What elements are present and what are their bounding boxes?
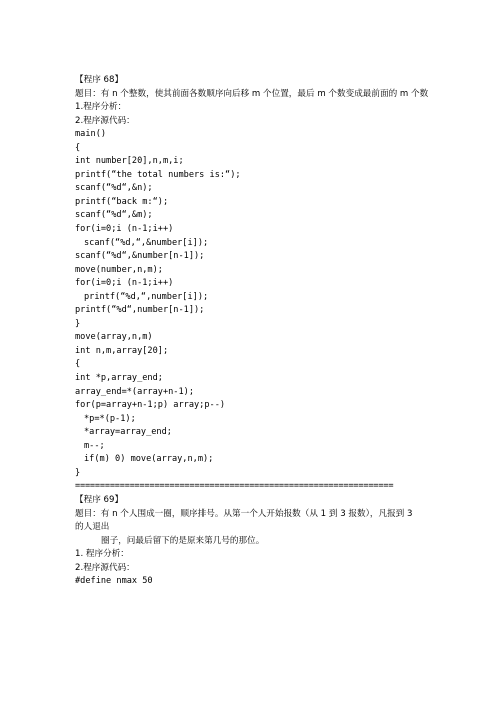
problem-statement-69-continued: 的人退出 (75, 522, 110, 533)
code-line: if(m) 0) move(array,n,m); (84, 454, 214, 465)
code-line: scanf(“%d,“,&number[i]); (84, 237, 209, 248)
code-line: move(number,n,m); (75, 264, 163, 275)
code-line: scanf(“%d“,&n); (75, 183, 153, 194)
problem-statement-68: 题目：有 n 个整数，使其前面各数顺序向后移 m 个位置，最后 m 个数变成最前面的 m 个数 (75, 88, 429, 99)
code-line: printf(“%d,“,number[i]); (84, 291, 209, 302)
document-page (75, 74, 445, 589)
code-line: int *p,array_end; (75, 373, 163, 384)
code-line: { (75, 359, 81, 370)
code-line: move(array,n,m) (75, 332, 153, 343)
code-line: *array=array_end; (84, 427, 172, 438)
code-line: #define nmax 50 (75, 576, 153, 587)
code-line: for(i=0;i (n-1;i++) (75, 278, 174, 289)
code-line: int number[20],n,m,i; (75, 156, 184, 167)
analysis-label: 1.程序分析： (75, 102, 127, 113)
code-line: for(p=array+n-1;p) array;p--) (75, 400, 226, 411)
code-line: } (75, 318, 81, 329)
code-line: { (75, 142, 81, 153)
program-69-heading: 【程序 69】 (75, 494, 124, 505)
code-line: } (75, 467, 81, 478)
code-line: m--; (84, 440, 105, 451)
source-code-label: 2.程序源代码： (75, 115, 135, 126)
problem-statement-69-question: 圈子，问最后留下的是原来第几号的那位。 (101, 535, 265, 546)
code-line: int n,m,array[20]; (75, 345, 169, 356)
analysis-label: 1. 程序分析： (75, 549, 129, 560)
code-line: scanf(“%d“,&number[n-1]); (75, 251, 205, 262)
code-line: for(i=0;i (n-1;i++) (75, 224, 174, 235)
program-68-heading: 【程序 68】 (75, 75, 124, 85)
code-line: printf(“the total numbers is:“); (75, 169, 241, 180)
code-line: *p=*(p-1); (84, 413, 136, 424)
code-line: scanf(“%d“,&m); (75, 210, 153, 221)
problem-statement-69: 题目：有 n 个人围成一圈，顺序排号。从第一个人开始报数（从 1 到 3 报数），凡报到 3 (75, 508, 413, 519)
source-code-label: 2.程序源代码： (75, 562, 135, 573)
separator-line: ================================================================ (75, 481, 394, 492)
code-line: main() (75, 129, 107, 140)
code-line: printf(“back m:“); (75, 196, 169, 207)
code-line: printf(“%d“,number[n-1]); (75, 305, 205, 316)
code-line: array_end=*(array+n-1); (75, 386, 194, 397)
